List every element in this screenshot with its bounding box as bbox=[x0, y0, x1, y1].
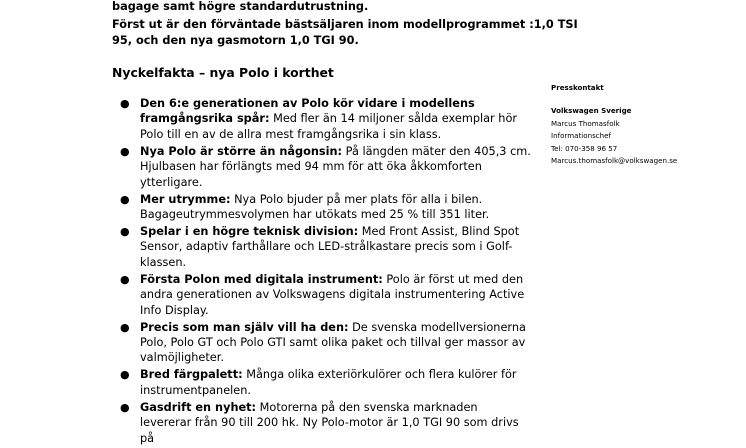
bullet-icon: ● bbox=[120, 272, 130, 286]
bullet-icon: ● bbox=[120, 400, 130, 414]
fact-text: På längden mäter den 405,3 cm. Hjulbasen har förlängts med 94 mm för att öka åkkomforten ytterligare. bbox=[140, 144, 531, 189]
list-item bbox=[112, 400, 532, 446]
intro-line: Först ut är den förväntade bästsäljaren inom modellprogrammet :1,0 TSI bbox=[112, 18, 578, 31]
fact-title: Spelar i en högre teknisk division: bbox=[140, 225, 359, 239]
bullet-icon: ● bbox=[120, 144, 130, 158]
list-item bbox=[112, 192, 532, 223]
fact-title: Mer utrymme: bbox=[140, 192, 231, 206]
fact-text: Med Front Assist, Blind Spot Sensor, adaptiv farthållare och LED-strålkastare precis som i Golf-klassen. bbox=[140, 225, 520, 269]
fact-title: Bred färgpalett: bbox=[140, 368, 243, 382]
key-facts-list bbox=[112, 96, 532, 448]
list-item bbox=[112, 320, 532, 366]
bullet-icon: ● bbox=[120, 97, 130, 110]
bullet-icon: ● bbox=[120, 225, 130, 239]
fact-text: De svenska modellversionerna Polo, Polo GT och Polo GTI samt olika paket och tillval ger massor av valmöjligheter. bbox=[140, 320, 526, 365]
fact-text: Många olika exteriörkulörer och flera kulörer för instrumentpanelen. bbox=[140, 368, 517, 397]
contact-name: Marcus Thomasfolk bbox=[551, 118, 620, 128]
list-item bbox=[112, 144, 532, 190]
fact-title: Precis som man själv vill ha den: bbox=[140, 320, 349, 334]
fact-title: Första Polon med digitala instrument: bbox=[140, 272, 383, 286]
bullet-icon: ● bbox=[120, 368, 130, 382]
intro-line: bagage samt högre standardutrustning. bbox=[112, 0, 369, 13]
fact-text: Motorerna på den svenska marknaden levererar från 90 till 200 hk. Ny Polo-motor är 1,0 TGI 90 som drivs på bbox=[140, 400, 519, 445]
fact-title: Gasdrift en nyhet: bbox=[140, 400, 257, 414]
bullet-icon: ● bbox=[120, 320, 130, 334]
press-contact bbox=[551, 82, 741, 167]
contact-phone: Tel: 070-358 96 57 bbox=[551, 143, 618, 153]
fact-text: Med fler än 14 miljoner sålda exemplar hör Polo till en av de allra mest framgångsrika i sin klass. bbox=[140, 112, 518, 141]
contact-organization: Volkswagen Sverige bbox=[551, 106, 632, 116]
bullet-icon: ● bbox=[120, 192, 130, 206]
fact-title: Den 6:e generationen av Polo kör vidare i modellens framgångsrika spår: bbox=[140, 97, 475, 126]
contact-role: Informationschef bbox=[551, 131, 612, 141]
fact-title: Nya Polo är större än någonsin: bbox=[140, 144, 343, 158]
list-item bbox=[112, 272, 532, 318]
fact-text: Polo är först ut med den andra generationen av Volkswagens digitala instrumentering Active Info Display. bbox=[140, 272, 525, 317]
list-item bbox=[112, 96, 532, 142]
section-heading: Nyckelfakta – nya Polo i korthet bbox=[112, 65, 334, 80]
fact-text: Nya Polo bjuder på mer plats för alla i bilen. Bagageutrymmesvolymen har utökats med 25 % till 351 liter. bbox=[140, 192, 490, 222]
list-item bbox=[112, 367, 532, 398]
intro-line: 95, och den nya gasmotorn 1,0 TGI 90. bbox=[112, 34, 359, 47]
contact-title: Presskontakt bbox=[551, 83, 604, 92]
list-item bbox=[112, 224, 532, 270]
contact-email[interactable]: Marcus.thomasfolk@volkswagen.se bbox=[551, 156, 678, 166]
